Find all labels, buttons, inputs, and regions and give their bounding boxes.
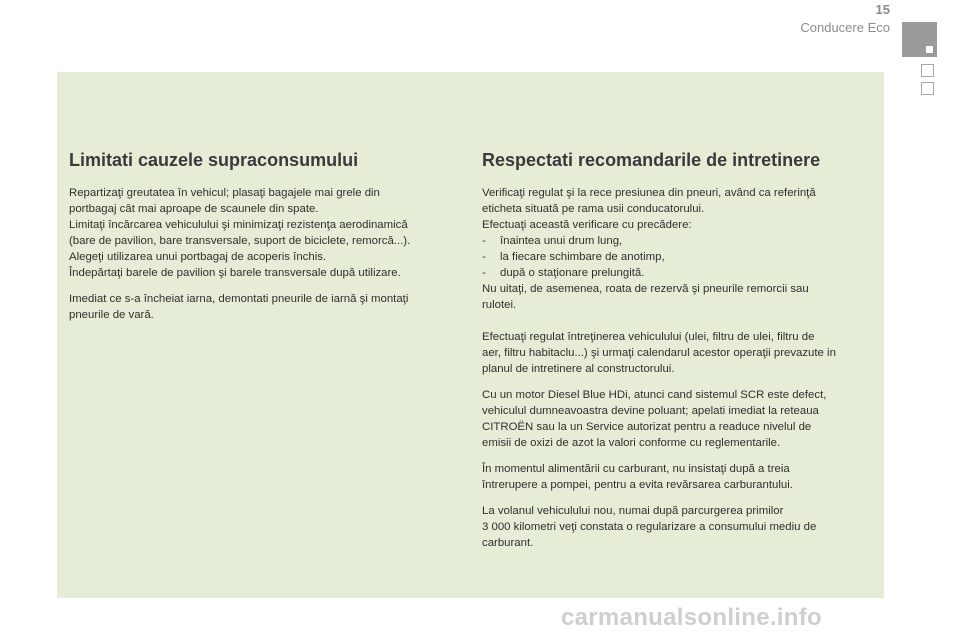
chapter-tab-active[interactable] [902,22,937,57]
dash-bullet-icon: - [482,267,486,279]
text-line: Repartizaţi greutatea în vehicul; plasaţi bagajele mai grele din [69,187,380,199]
text-line: Limitaţi încărcarea vehiculului şi minimizaţi rezistenţa aerodinamică [69,219,408,231]
list-item-text: la fiecare schimbare de anotimp, [500,251,665,263]
right-paragraph-2 [482,329,872,377]
dash-bullet-icon: - [482,235,486,247]
list-item [482,249,872,265]
left-paragraph-1 [69,185,449,281]
text-line: vehiculul dumneavoastra devine poluant; apelati imediat la reteaua [482,405,819,417]
list-item-text: după o staţionare prelungită. [500,267,645,279]
section-title: Conducere Eco [800,20,890,35]
list-item-text: înaintea unui drum lung, [500,235,623,247]
text-line: Verificaţi regulat şi la rece presiunea din pneuri, având ca referinţă [482,187,816,199]
text-line: eticheta situată pe rama usii conducatorului. [482,203,705,215]
text-line: În momentul alimentării cu carburant, nu insistaţi după a treia [482,463,790,475]
text-line: Cu un motor Diesel Blue HDi, atunci cand sistemul SCR este defect, [482,389,827,401]
text-line: (bare de pavilion, bare transversale, suport de biciclete, remorcă...). [69,235,411,247]
left-heading: Limitati cauzele supraconsumului [69,150,359,170]
left-column [69,150,449,333]
right-paragraph-1 [482,185,872,313]
text-line: carburant. [482,537,534,549]
content-panel [57,72,884,598]
text-line: CITROËN sau la un Service autorizat pentru a readuce nivelul de [482,421,812,433]
list-item [482,265,872,281]
text-line: aer, filtru habitaclu...) şi urmaţi calendarul acestor operaţii prevazute in [482,347,836,359]
left-paragraph-2 [69,291,449,323]
watermark: carmanualsonline.info [561,604,823,631]
active-tab-marker-icon [926,46,933,53]
list-item [482,233,872,249]
dash-bullet-icon: - [482,251,486,263]
text-line: portbagaj cât mai aproape de scaunele din spate. [69,203,319,215]
page-number: 15 [875,2,890,17]
right-heading: Respectati recomandarile de intretinere [482,150,821,170]
text-line: întrerupere a pompei, pentru a evita revărsarea carburantului. [482,479,793,491]
chapter-tab[interactable] [921,64,934,77]
text-line: Efectuaţi această verificare cu precădere: [482,219,692,231]
text-line: Nu uitaţi, de asemenea, roata de rezervă şi pneurile remorcii sau [482,283,809,295]
text-line: 3 000 kilometri veţi constata o regularizare a consumului mediu de [482,521,817,533]
text-line: Alegeţi utilizarea unui portbagaj de acoperis închis. [69,251,327,263]
text-line: emisii de oxizi de azot la valori conforme cu reglementarile. [482,437,781,449]
text-line: Imediat ce s-a încheiat iarna, demontati pneurile de iarnă şi montaţi [69,293,409,305]
right-paragraph-3 [482,387,872,451]
text-line: pneurile de vară. [69,309,154,321]
text-line: Efectuaţi regulat întreţinerea vehiculului (ulei, filtru de ulei, filtru de [482,331,815,343]
right-paragraph-4 [482,461,872,493]
text-line: planul de intretinere al constructorului. [482,363,675,375]
text-line: Îndepărtaţi barele de pavilion şi barele transversale după utilizare. [69,267,401,279]
chapter-tab[interactable] [921,82,934,95]
right-paragraph-5 [482,503,872,551]
right-column [482,150,872,561]
text-line: La volanul vehiculului nou, numai după parcurgerea primilor [482,505,784,517]
text-line: rulotei. [482,299,517,311]
